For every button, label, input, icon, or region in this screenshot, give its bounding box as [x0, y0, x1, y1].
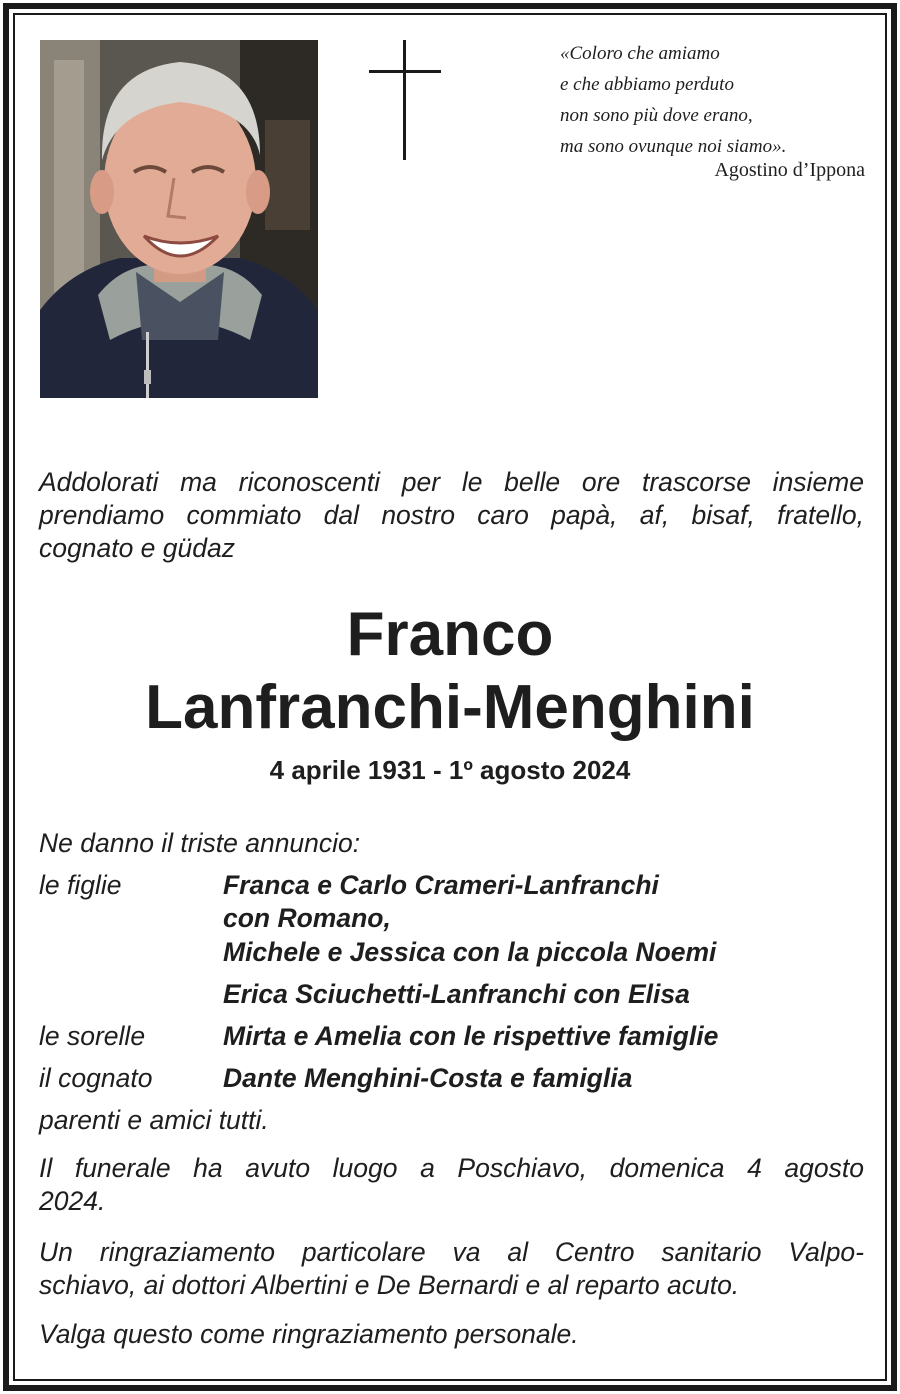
- life-dates: 4 aprile 1931 - 1º agosto 2024: [269, 755, 631, 785]
- funeral-line: Il funerale ha avuto luogo a Poschiavo, domenica 4 agosto: [39, 1153, 864, 1183]
- quote-line: «Coloro che amiamo: [560, 43, 720, 64]
- quote-line: non sono più dove erano,: [560, 105, 753, 126]
- deceased-last-name: Lanfranchi-Menghini: [145, 673, 755, 742]
- relative-names: Michele e Jessica con la piccola Noemi: [223, 937, 717, 967]
- intro-line: cognato e güdaz: [39, 533, 235, 563]
- relative-names: Dante Menghini-Costa e famiglia: [223, 1063, 633, 1093]
- relation-label: il cognato: [39, 1063, 153, 1093]
- thanks-line: schiavo, ai dottori Albertini e De Bernardi e al reparto acuto.: [39, 1270, 740, 1300]
- announcement-closing: parenti e amici tutti.: [39, 1105, 269, 1135]
- relative-names: Franca e Carlo Crameri-Lanfranchi: [223, 870, 659, 900]
- thanks-line: Un ringraziamento particolare va al Centro sanitario Valpo-: [39, 1237, 864, 1267]
- thanks-text: [39, 1236, 864, 1302]
- relation-label: le figlie: [39, 870, 122, 900]
- cross-icon: [369, 40, 441, 160]
- intro-text: [39, 466, 864, 565]
- announcement-heading: Ne danno il triste annuncio:: [39, 828, 361, 858]
- memorial-quote: [560, 38, 870, 162]
- relation-label: le sorelle: [39, 1021, 146, 1051]
- funeral-line: 2024.: [39, 1186, 106, 1216]
- deceased-first-name: Franco: [346, 600, 554, 669]
- final-note: Valga questo come ringraziamento personale.: [39, 1319, 579, 1349]
- portrait-photo: [40, 40, 318, 398]
- relative-names: con Romano,: [223, 903, 391, 933]
- quote-line: ma sono ovunque noi siamo».: [560, 136, 787, 157]
- quote-line: e che abbiamo perduto: [560, 74, 734, 95]
- intro-line: Addolorati ma riconoscenti per le belle ore trascorse insieme: [39, 467, 864, 497]
- funeral-text: [39, 1152, 864, 1218]
- intro-line: prendiamo commiato dal nostro caro papà, af, bisaf, fratello,: [39, 500, 864, 530]
- relative-names: Mirta e Amelia con le rispettive famiglie: [223, 1021, 719, 1051]
- quote-author: Agostino d’Ippona: [714, 159, 865, 181]
- relative-names: Erica Sciuchetti-Lanfranchi con Elisa: [223, 979, 690, 1009]
